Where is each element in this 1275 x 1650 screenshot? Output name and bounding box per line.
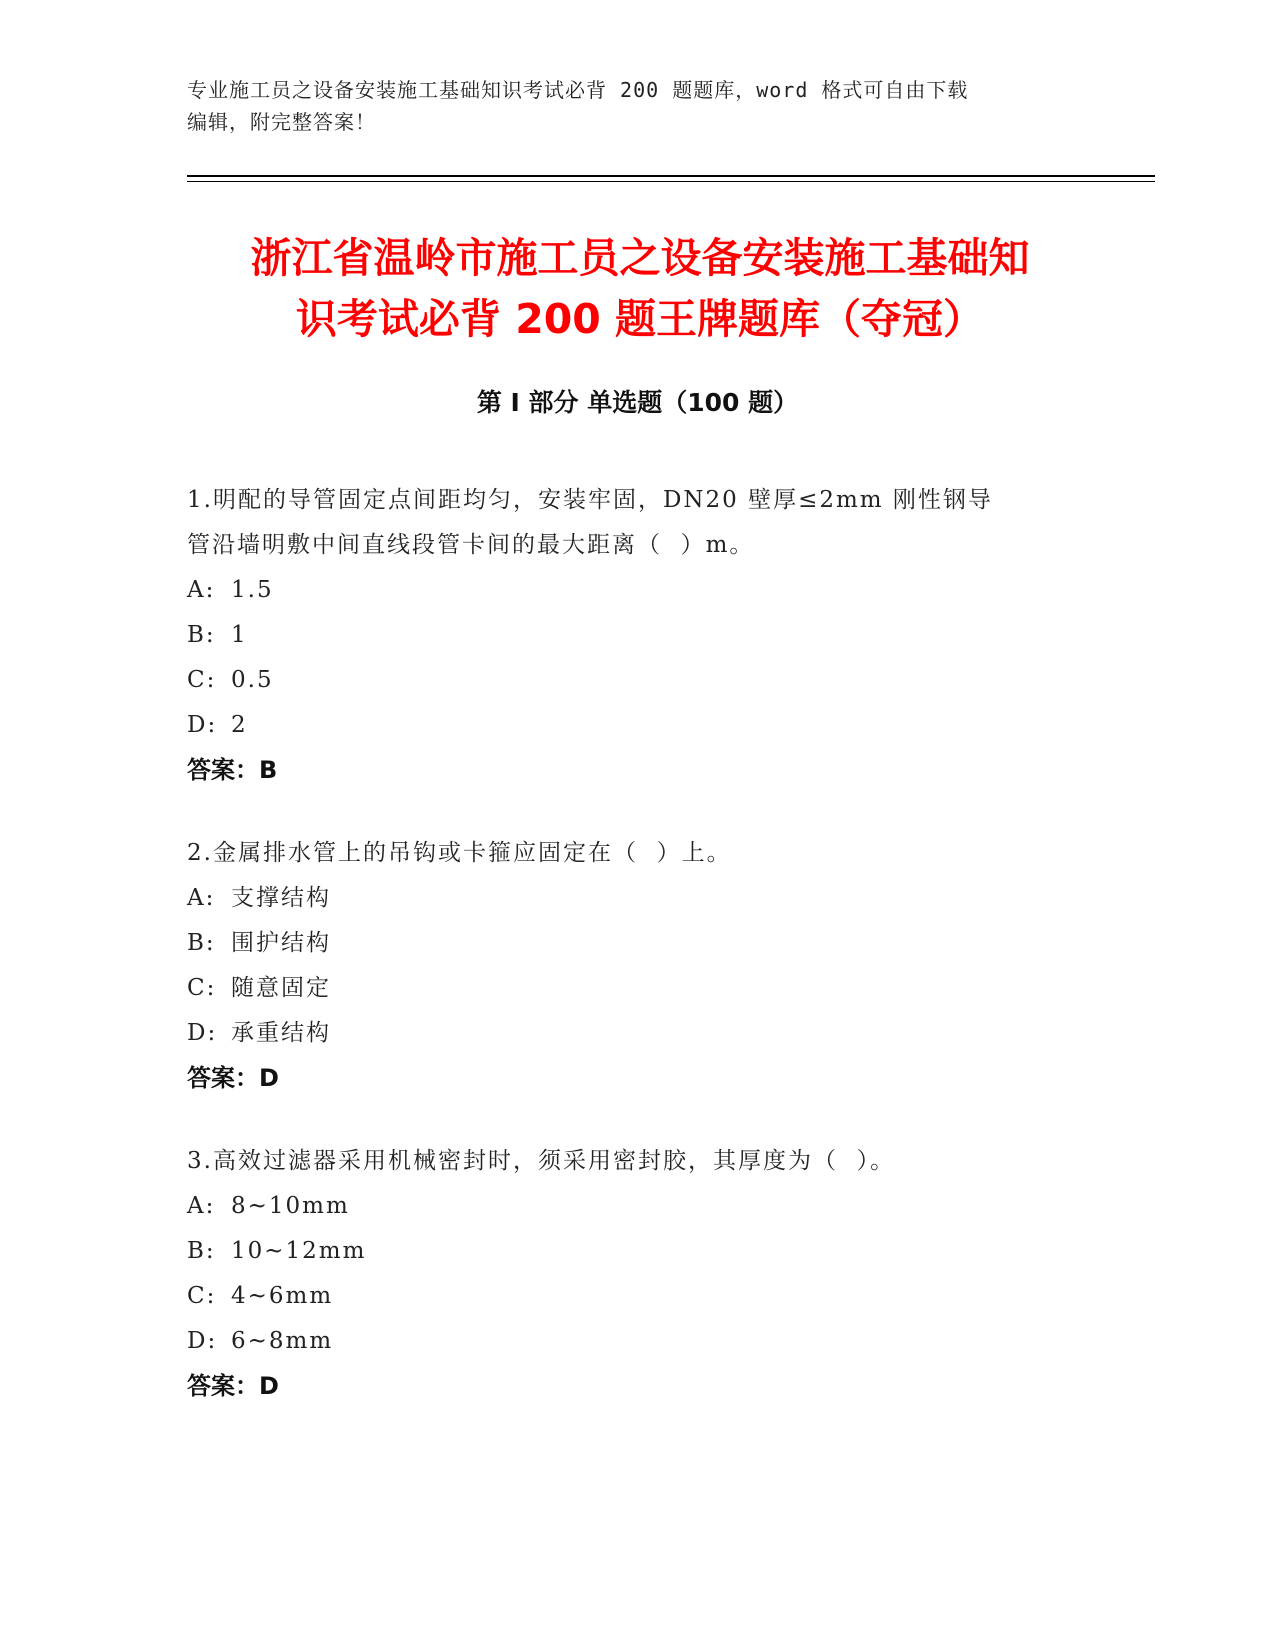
document-title-line-2: 识考试必背 200 题王牌题库（夺冠） xyxy=(295,295,985,343)
option-text: 10~12mm xyxy=(231,1238,367,1264)
option-d xyxy=(187,1011,1087,1056)
option-text: 围护结构 xyxy=(231,930,331,956)
option-text: 8~10mm xyxy=(231,1193,350,1219)
document-title xyxy=(190,228,1090,350)
option-d xyxy=(187,1319,1087,1364)
option-b xyxy=(187,613,1087,658)
option-key: B: xyxy=(187,622,216,648)
question-1 xyxy=(187,478,1087,793)
header-note xyxy=(187,74,1067,138)
header-divider-thin xyxy=(187,181,1155,182)
option-text: 1 xyxy=(231,622,248,648)
option-c xyxy=(187,658,1087,703)
option-key: D: xyxy=(187,1328,218,1354)
header-note-line-2: 编辑，附完整答案！ xyxy=(187,110,376,134)
option-text: 6~8mm xyxy=(231,1328,334,1354)
option-text: 1.5 xyxy=(231,577,274,603)
option-text: 承重结构 xyxy=(231,1020,331,1046)
option-key: D: xyxy=(187,1020,218,1046)
document-title-line-1: 浙江省温岭市施工员之设备安装施工基础知 xyxy=(250,234,1030,282)
option-key: D: xyxy=(187,712,218,738)
option-key: A: xyxy=(187,577,216,603)
question-2 xyxy=(187,831,1087,1101)
option-b xyxy=(187,1229,1087,1274)
question-stem: 1.明配的导管固定点间距均匀，安装牢固，DN20 壁厚≤2mm 刚性钢导 管沿墙明敷中间直线段管卡间的最大距离（ ）m。 xyxy=(187,487,993,558)
option-key: B: xyxy=(187,1238,216,1264)
option-text: 4~6mm xyxy=(231,1283,334,1309)
option-b xyxy=(187,921,1087,966)
option-text: 2 xyxy=(231,712,248,738)
answer-line: 答案：D xyxy=(187,1372,279,1400)
answer-line: 答案：B xyxy=(187,756,278,784)
question-list xyxy=(187,478,1087,1447)
header-note-line-1: 专业施工员之设备安装施工基础知识考试必背 200 题题库，word 格式可自由下载 xyxy=(187,78,969,102)
option-key: C: xyxy=(187,667,217,693)
option-text: 支撑结构 xyxy=(231,885,331,911)
answer-line: 答案：D xyxy=(187,1064,279,1092)
option-c xyxy=(187,1274,1087,1319)
option-d xyxy=(187,703,1087,748)
option-text: 0.5 xyxy=(231,667,274,693)
header-divider-thick xyxy=(187,175,1155,177)
option-a xyxy=(187,1184,1087,1229)
question-stem: 2.金属排水管上的吊钩或卡箍应固定在（ ）上。 xyxy=(187,840,732,866)
question-3 xyxy=(187,1139,1087,1409)
option-a xyxy=(187,568,1087,613)
option-a xyxy=(187,876,1087,921)
option-key: B: xyxy=(187,930,216,956)
option-key: C: xyxy=(187,1283,217,1309)
section-heading: 第 I 部分 单选题（100 题） xyxy=(476,388,799,417)
option-key: A: xyxy=(187,1193,216,1219)
option-key: C: xyxy=(187,975,217,1001)
option-c xyxy=(187,966,1087,1011)
option-text: 随意固定 xyxy=(231,975,331,1001)
question-stem: 3.高效过滤器采用机械密封时，须采用密封胶，其厚度为（ ）。 xyxy=(187,1148,896,1174)
option-key: A: xyxy=(187,885,216,911)
